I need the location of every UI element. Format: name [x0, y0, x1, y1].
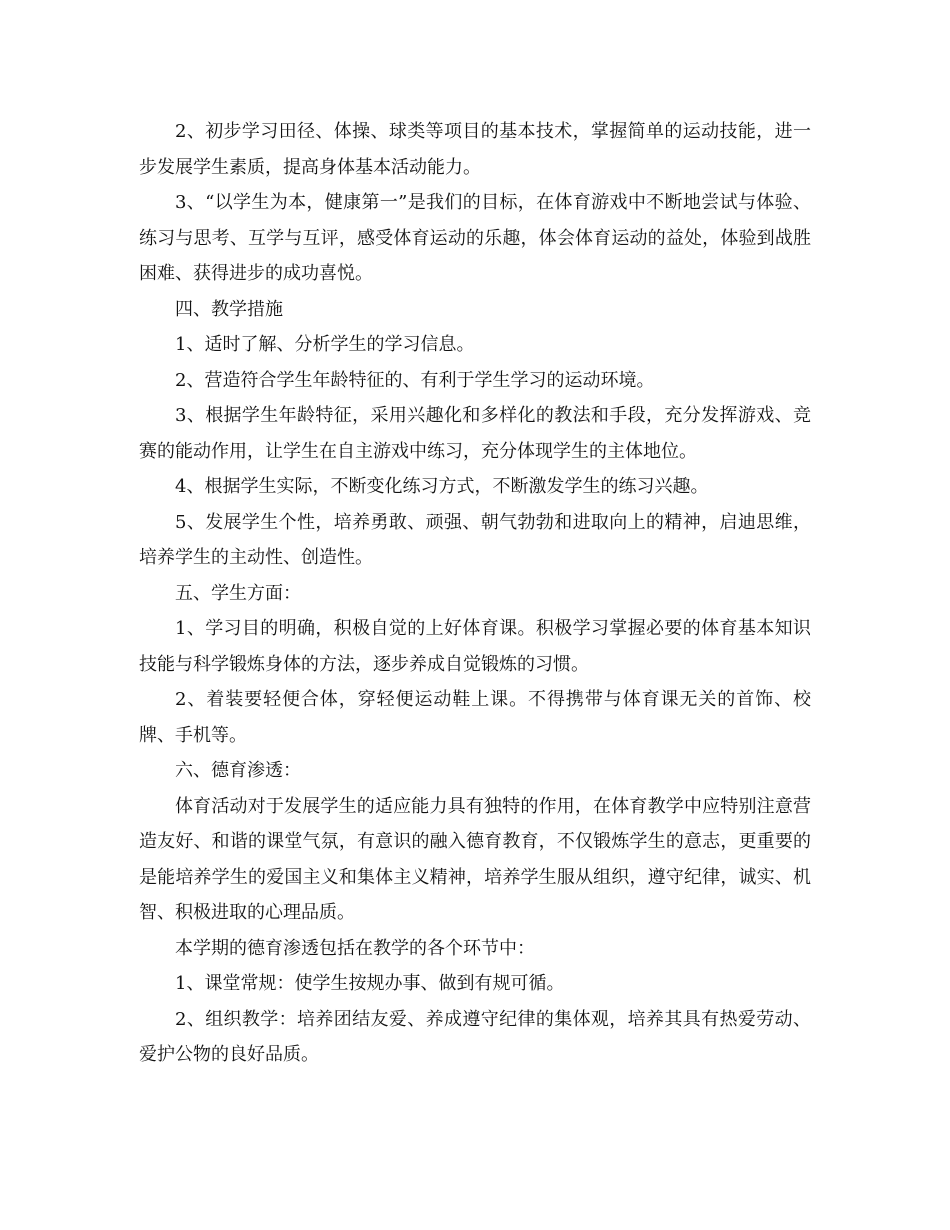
paragraph-moral-scope: 本学期的德育渗透包括在教学的各个环节中：	[175, 937, 535, 959]
section-heading-moral-education: 六、德育渗透：	[175, 760, 301, 781]
paragraph-goal-2: 2、初步学习田径、体操、球类等项目的基本技术，掌握简单的运动技能，进一步发展学生素质，提高身体基本活动能力。	[139, 121, 811, 178]
paragraph-student-1: 1、学习目的明确，积极自觉的上好体育课。积极学习掌握必要的体育基本知识技能与科学锻炼身体的方法，逐步养成自觉锻炼的习惯。	[139, 618, 811, 675]
paragraph-measure-1: 1、适时了解、分析学生的学习信息。	[175, 334, 475, 355]
document-body	[139, 114, 811, 1073]
section-heading-teaching-measures: 四、教学措施	[175, 298, 283, 320]
section-heading-students: 五、学生方面：	[175, 582, 301, 604]
paragraph-goal-3: 3、“以学生为本，健康第一”是我们的目标，在体育游戏中不断地尝试与体验、练习与思考、互学与互评，感受体育运动的乐趣，体会体育运动的益处，体验到战胜困难、获得进步的成功喜悦。	[139, 192, 811, 284]
paragraph-measure-3: 3、根据学生年龄特征，采用兴趣化和多样化的教法和手段，充分发挥游戏、竞赛的能动作用，让学生在自主游戏中练习，充分体现学生的主体地位。	[139, 405, 811, 462]
paragraph-measure-2: 2、营造符合学生年龄特征的、有利于学生学习的运动环境。	[175, 369, 655, 391]
paragraph-measure-4: 4、根据学生实际，不断变化练习方式，不断激发学生的练习兴趣。	[175, 476, 709, 497]
paragraph-student-2: 2、着装要轻便合体，穿轻便运动鞋上课。不得携带与体育课无关的首饰、校牌、手机等。	[139, 689, 811, 746]
paragraph-moral-1: 1、课堂常规：使学生按规办事、做到有规可循。	[175, 973, 565, 994]
paragraph-measure-5: 5、发展学生个性，培养勇敢、顽强、朝气勃勃和进取向上的精神，启迪思维，培养学生的主动性、创造性。	[139, 511, 811, 568]
paragraph-moral-intro: 体育活动对于发展学生的适应能力具有独特的作用，在体育教学中应特别注意营造友好、和谐的课堂气氛，有意识的融入德育教育，不仅锻炼学生的意志，更重要的是能培养学生的爱国主义和集体主义精神，培养学生服从组织，遵守纪律，诚实、机智、积极进取的心理品质。	[139, 795, 811, 923]
paragraph-moral-2: 2、组织教学：培养团结友爱、养成遵守纪律的集体观，培养其具有热爱劳动、爱护公物的良好品质。	[139, 1008, 811, 1065]
